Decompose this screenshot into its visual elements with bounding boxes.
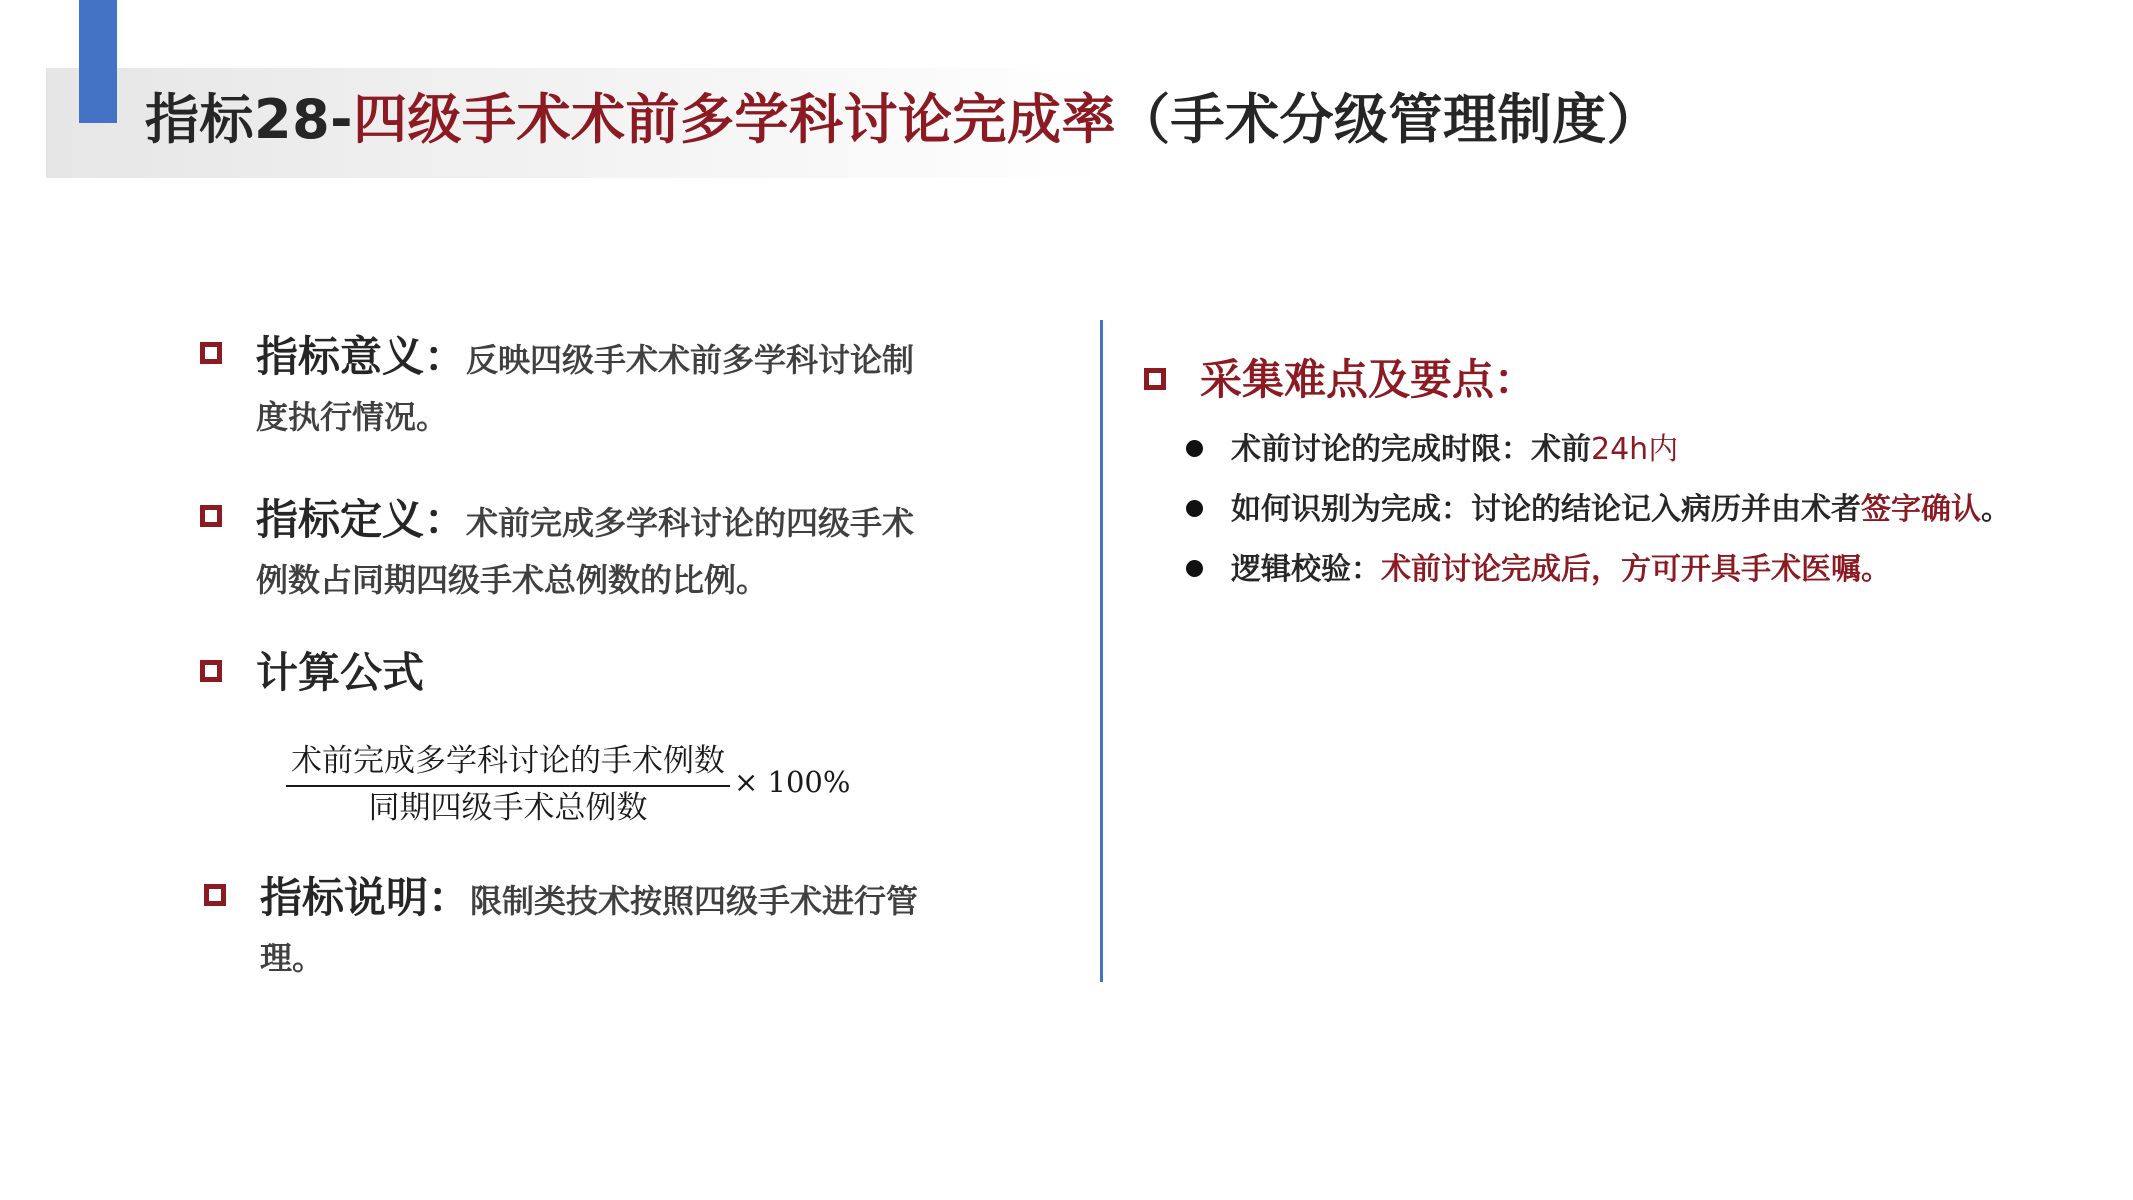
- page-title: [145, 84, 1661, 156]
- title-accent-bar: [79, 0, 117, 123]
- square-bullet-icon: [1144, 368, 1166, 390]
- definition-line1: 术前完成多学科讨论的四级手术: [466, 504, 915, 542]
- formula: [286, 740, 876, 830]
- bullet-dot-icon: [1186, 500, 1203, 517]
- bullet-value: 签字确认: [1861, 492, 1981, 527]
- note-line1: 限制类技术按照四级手术进行管: [470, 882, 919, 920]
- square-bullet-icon: [204, 884, 226, 906]
- formula-denominator: 同期四级手术总例数: [368, 790, 648, 826]
- formula-multiplier: × 100%: [734, 765, 851, 799]
- note-text: [260, 869, 1040, 987]
- bullet-value: 24h内: [1591, 432, 1679, 467]
- definition-label: 指标定义：: [256, 495, 467, 544]
- square-bullet-icon: [200, 660, 222, 682]
- meaning-text: [256, 328, 1036, 446]
- list-item: [1186, 480, 2011, 540]
- formula-heading: [256, 644, 424, 705]
- bullet-label: 如何识别为完成：讨论的结论记入病历并由术者: [1231, 492, 1861, 527]
- title-highlight: 四级手术术前多学科讨论完成率: [353, 88, 1117, 151]
- bullet-dot-icon: [1186, 560, 1203, 577]
- formula-label: 计算公式: [256, 648, 425, 697]
- collection-heading: 采集难点及要点：: [1200, 355, 1537, 404]
- note-line2: 理。: [260, 939, 325, 977]
- square-bullet-icon: [200, 505, 222, 527]
- list-item: [1186, 540, 2011, 600]
- meaning-line2: 度执行情况。: [256, 398, 449, 436]
- bullet-value: 术前讨论完成后，方可开具手术医嘱。: [1381, 552, 1891, 587]
- title-suffix: （手术分级管理制度）: [1116, 88, 1662, 151]
- bullet-label: 术前讨论的完成时限：术前: [1231, 432, 1591, 467]
- definition-text: [256, 491, 1036, 609]
- list-item: [1186, 420, 2011, 480]
- definition-line2: 例数占同期四级手术总例数的比例。: [256, 561, 769, 599]
- meaning-label: 指标意义：: [256, 332, 467, 381]
- formula-numerator: 术前完成多学科讨论的手术例数: [291, 743, 725, 779]
- bullet-dot-icon: [1186, 440, 1203, 457]
- key-points-list: [1186, 420, 2011, 600]
- square-bullet-icon: [200, 342, 222, 364]
- bullet-tail: 。: [1981, 492, 2011, 527]
- title-prefix: 指标28-: [145, 88, 354, 151]
- bullet-label: 逻辑校验：: [1231, 552, 1381, 587]
- note-label: 指标说明：: [260, 873, 471, 922]
- column-divider: [1100, 320, 1103, 982]
- meaning-line1: 反映四级手术术前多学科讨论制: [466, 341, 915, 379]
